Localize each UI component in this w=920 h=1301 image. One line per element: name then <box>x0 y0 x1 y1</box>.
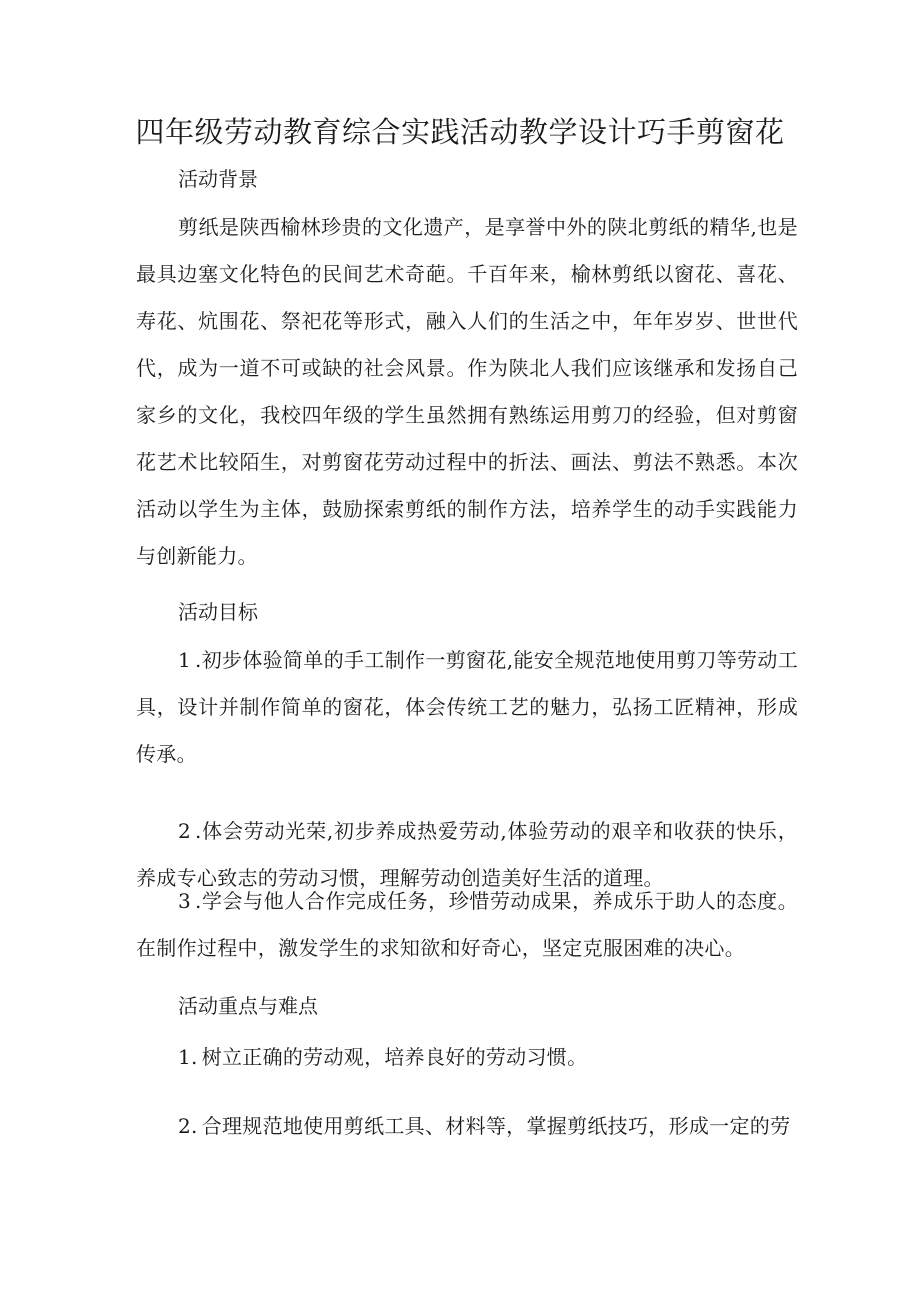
section-heading-background: 活动背景 <box>178 167 258 191</box>
goal-item-number: 1 <box>178 648 192 672</box>
goal-item-3 <box>136 878 798 972</box>
section-heading-goals: 活动目标 <box>178 600 258 624</box>
key-point-item-1 <box>136 1034 798 1081</box>
goal-item-number: 3 <box>178 889 192 913</box>
key-point-number: 2. <box>178 1114 198 1138</box>
goal-item-1 <box>136 637 798 778</box>
goal-item-text: .体会劳动光荣,初步养成热爱劳动,体验劳动的艰辛和收获的快乐，养成专心致志的劳动习惯，理解劳动创造美好生活的道理。 <box>136 819 798 890</box>
key-point-text: 树立正确的劳动观，培养良好的劳动习惯。 <box>201 1045 588 1069</box>
key-point-item-2 <box>136 1103 798 1150</box>
key-point-text: 合理规范地使用剪纸工具、材料等，掌握剪纸技巧，形成一定的劳 <box>201 1114 791 1138</box>
goal-item-text: .学会与他人合作完成任务，珍惜劳动成果，养成乐于助人的态度。在制作过程中，激发学生的求知欲和好奇心，坚定克服困难的决心。 <box>136 889 798 960</box>
goal-item-number: 2 <box>178 819 192 843</box>
background-paragraph: 剪纸是陕西榆林珍贵的文化遗产，是享誉中外的陕北剪纸的精华,也是最具边塞文化特色的民间艺术奇葩。千百年来，榆林剪纸以窗花、喜花、寿花、炕围花、祭祀花等形式，融入人们的生活之中，年年岁岁、世世代代，成为一道不可或缺的社会风景。作为陕北人我们应该继承和发扬自己家乡的文化，我校四年级的学生虽然拥有熟练运用剪刀的经验，但对剪窗花艺术比较陌生，对剪窗花劳动过程中的折法、画法、剪法不熟悉。本次活动以学生为主体，鼓励探索剪纸的制作方法，培养学生的动手实践能力与创新能力。 <box>136 215 798 568</box>
key-point-number: 1. <box>178 1045 198 1069</box>
document-title: 四年级劳动教育综合实践活动教学设计巧手剪窗花 <box>135 115 785 149</box>
goal-item-text: .初步体验简单的手工制作一剪窗花,能安全规范地使用剪刀等劳动工具，设计并制作简单的窗花，体会传统工艺的魅力，弘扬工匠精神，形成传承。 <box>136 648 798 766</box>
section-heading-key-points: 活动重点与难点 <box>178 994 318 1018</box>
